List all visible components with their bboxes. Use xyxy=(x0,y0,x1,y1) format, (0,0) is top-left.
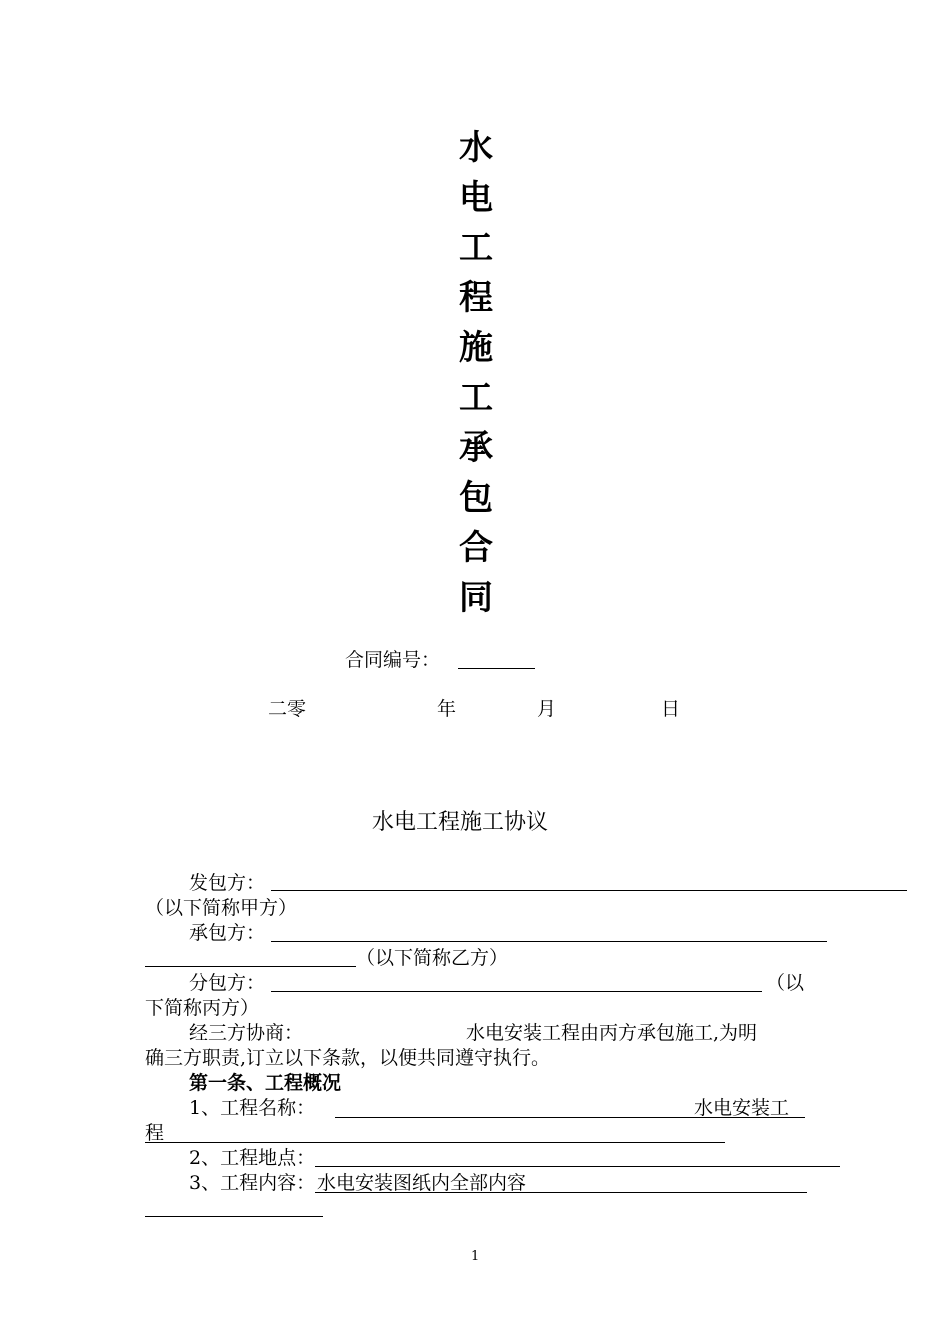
cover-title-char: 工 xyxy=(459,378,493,418)
party-c-label: 分包方： xyxy=(189,972,266,994)
consult-label: 经三方协商： xyxy=(189,1022,304,1044)
party-c-suffix: （以 xyxy=(766,972,805,994)
party-a-suffix: （以下简称甲方） xyxy=(145,897,298,919)
cover-title-char: 程 xyxy=(459,278,493,318)
item-1-underline-continued xyxy=(145,1142,725,1143)
item-3-label: 3、工程内容： xyxy=(189,1172,316,1194)
party-b-blank xyxy=(271,941,827,942)
article-1-heading: 第一条、工程概况 xyxy=(189,1072,342,1094)
cover-title-char: 包 xyxy=(459,478,493,518)
date-year: 年 xyxy=(437,698,457,720)
cover-title-char: 水 xyxy=(459,128,493,168)
cover-title-char: 工 xyxy=(459,228,493,268)
page-number: 1 xyxy=(471,1249,480,1264)
agreement-title: 水电工程施工协议 xyxy=(372,810,549,835)
date-prefix: 二零 xyxy=(268,698,307,720)
cover-title-char: 电 xyxy=(459,178,493,218)
consult-text: 水电安装工程由丙方承包施工,为明 xyxy=(466,1022,758,1044)
contract-number-blank xyxy=(458,668,535,669)
item-1-value: 水电安装工 xyxy=(694,1097,790,1119)
item-1-value-continued: 程 xyxy=(145,1122,165,1144)
date-day: 日 xyxy=(661,698,681,720)
item-3-value: 水电安装图纸内全部内容 xyxy=(317,1172,527,1194)
cover-title-char: 施 xyxy=(459,328,493,368)
party-b-suffix: （以下简称乙方） xyxy=(356,947,509,969)
contract-number-label: 合同编号： xyxy=(345,649,441,671)
item-2-label: 2、工程地点： xyxy=(189,1147,316,1169)
item-1-label: 1、工程名称： xyxy=(189,1097,316,1119)
item-2-blank xyxy=(315,1166,840,1167)
cover-title-char: 同 xyxy=(459,578,493,618)
date-month: 月 xyxy=(537,698,557,720)
party-a-blank xyxy=(271,890,907,891)
party-c-blank xyxy=(271,991,762,992)
item-3-blank-continued xyxy=(145,1216,323,1217)
cover-title-char: 合 xyxy=(459,528,493,568)
consult-text-continued: 确三方职责,订立以下条款，以便共同遵守执行。 xyxy=(145,1047,551,1069)
party-b-label: 承包方： xyxy=(189,922,266,944)
cover-title-char: 承 xyxy=(459,428,493,468)
party-c-suffix-continued: 下简称丙方） xyxy=(145,997,260,1019)
party-b-blank-continued xyxy=(145,966,356,967)
party-a-label: 发包方： xyxy=(189,872,266,894)
